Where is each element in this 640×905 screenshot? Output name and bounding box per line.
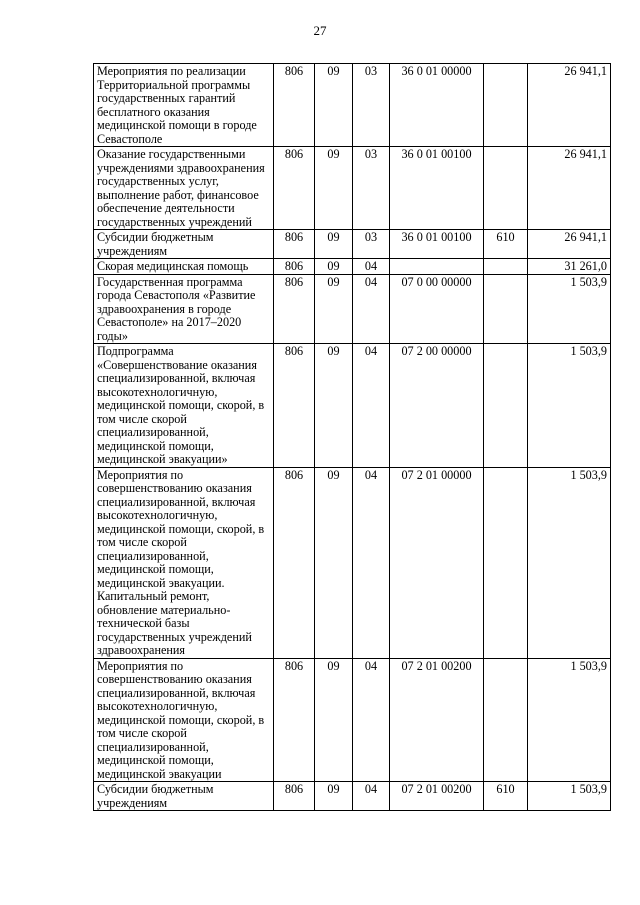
table-row	[94, 259, 611, 275]
sum-cell: 1 503,9	[528, 782, 611, 811]
ministry-code-cell: 806	[274, 64, 315, 147]
table-row	[94, 467, 611, 658]
expense-type-cell: 610	[484, 230, 528, 259]
section-code-cell: 09	[315, 658, 353, 782]
ministry-code-cell: 806	[274, 147, 315, 230]
expense-type-cell	[484, 259, 528, 275]
item-name-cell: Подпрограмма «Совершенствование оказания специализированной, включая высокотехнологичную, медицинской помощи, скорой, в том числе скорой специализированной, медицинской помощи, медицинской эвакуации»	[94, 344, 274, 468]
expense-type-cell	[484, 147, 528, 230]
item-name-cell: Субсидии бюджетным учреждениям	[94, 782, 274, 811]
target-article-cell: 07 2 01 00000	[390, 467, 484, 658]
subsection-code-cell: 04	[353, 658, 390, 782]
budget-table	[93, 63, 611, 811]
section-code-cell: 09	[315, 230, 353, 259]
table-row	[94, 274, 611, 344]
sum-cell: 1 503,9	[528, 467, 611, 658]
section-code-cell: 09	[315, 467, 353, 658]
ministry-code-cell: 806	[274, 230, 315, 259]
target-article-cell: 36 0 01 00000	[390, 64, 484, 147]
sum-cell: 1 503,9	[528, 344, 611, 468]
item-name-cell: Государственная программа города Севастополя «Развитие здравоохранения в городе Севастополе» на 2017–2020 годы»	[94, 274, 274, 344]
item-name-cell: Оказание государственными учреждениями здравоохранения государственных услуг, выполнение работ, финансовое обеспечение деятельности государственных учреждений	[94, 147, 274, 230]
table-row	[94, 230, 611, 259]
expense-type-cell	[484, 64, 528, 147]
section-code-cell: 09	[315, 64, 353, 147]
item-name-cell: Скорая медицинская помощь	[94, 259, 274, 275]
table-row	[94, 658, 611, 782]
subsection-code-cell: 03	[353, 64, 390, 147]
subsection-code-cell: 03	[353, 230, 390, 259]
ministry-code-cell: 806	[274, 274, 315, 344]
item-name-cell: Мероприятия по реализации Территориальной программы государственных гарантий бесплатного оказания медицинской помощи в городе Севастополе	[94, 64, 274, 147]
section-code-cell: 09	[315, 274, 353, 344]
ministry-code-cell: 806	[274, 658, 315, 782]
sum-cell: 26 941,1	[528, 230, 611, 259]
expense-type-cell	[484, 658, 528, 782]
item-name-cell: Мероприятия по совершенствованию оказания специализированной, включая высокотехнологичную, медицинской помощи, скорой, в том числе скорой специализированной, медицинской помощи, медицинской эвакуации	[94, 658, 274, 782]
page-number: 27	[313, 23, 327, 38]
table-row	[94, 344, 611, 468]
expense-type-cell: 610	[484, 782, 528, 811]
target-article-cell: 07 2 01 00200	[390, 658, 484, 782]
target-article-cell: 36 0 01 00100	[390, 147, 484, 230]
ministry-code-cell: 806	[274, 344, 315, 468]
item-name-cell: Мероприятия по совершенствованию оказания специализированной, включая высокотехнологичную, медицинской помощи, скорой, в том числе скорой специализированной, медицинской помощи, медицинской эвакуации. Капитальный ремонт, обновление материально-технической базы государственных учреждений здравоохранения	[94, 467, 274, 658]
ministry-code-cell: 806	[274, 782, 315, 811]
expense-type-cell	[484, 344, 528, 468]
target-article-cell: 07 2 00 00000	[390, 344, 484, 468]
target-article-cell: 07 0 00 00000	[390, 274, 484, 344]
section-code-cell: 09	[315, 782, 353, 811]
target-article-cell: 07 2 01 00200	[390, 782, 484, 811]
target-article-cell: 36 0 01 00100	[390, 230, 484, 259]
sum-cell: 26 941,1	[528, 64, 611, 147]
sum-cell: 1 503,9	[528, 658, 611, 782]
table-row	[94, 64, 611, 147]
section-code-cell: 09	[315, 147, 353, 230]
expense-type-cell	[484, 467, 528, 658]
target-article-cell	[390, 259, 484, 275]
subsection-code-cell: 04	[353, 274, 390, 344]
section-code-cell: 09	[315, 344, 353, 468]
subsection-code-cell: 04	[353, 782, 390, 811]
sum-cell: 31 261,0	[528, 259, 611, 275]
subsection-code-cell: 03	[353, 147, 390, 230]
table-row	[94, 782, 611, 811]
section-code-cell: 09	[315, 259, 353, 275]
ministry-code-cell: 806	[274, 467, 315, 658]
item-name-cell: Субсидии бюджетным учреждениям	[94, 230, 274, 259]
subsection-code-cell: 04	[353, 344, 390, 468]
budget-table-body	[94, 64, 611, 811]
expense-type-cell	[484, 274, 528, 344]
ministry-code-cell: 806	[274, 259, 315, 275]
sum-cell: 1 503,9	[528, 274, 611, 344]
sum-cell: 26 941,1	[528, 147, 611, 230]
table-row	[94, 147, 611, 230]
subsection-code-cell: 04	[353, 259, 390, 275]
subsection-code-cell: 04	[353, 467, 390, 658]
